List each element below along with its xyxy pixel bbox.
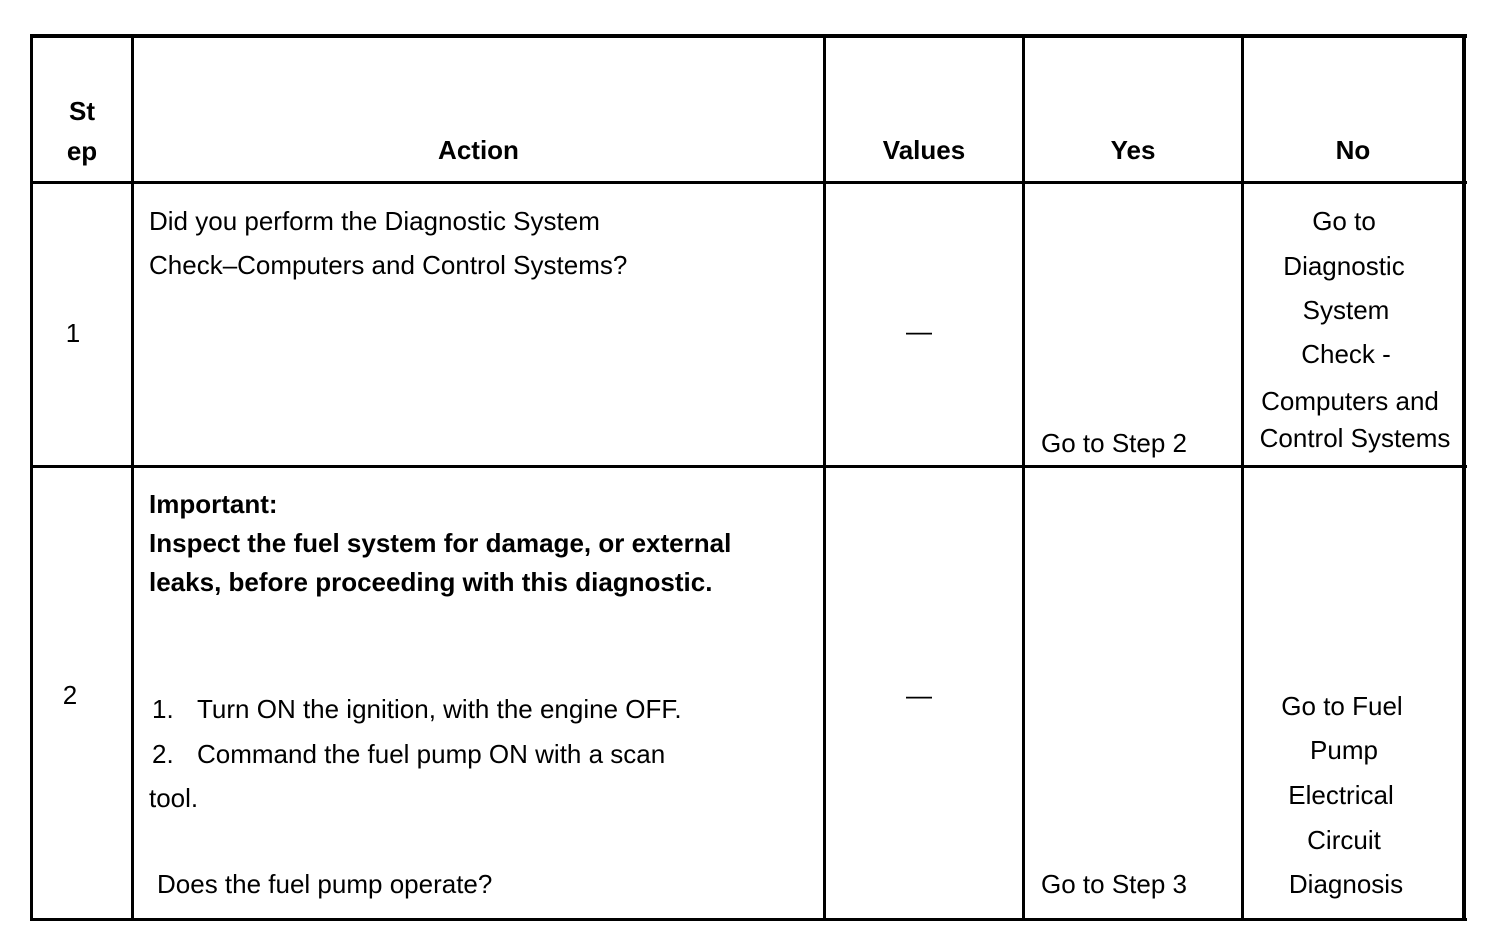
header-step-line2: ep bbox=[66, 136, 98, 166]
row-2-no-line5: Diagnosis bbox=[1288, 869, 1404, 899]
row-1-action-line1: Did you perform the Diagnostic System bbox=[149, 206, 600, 236]
header-row-divider bbox=[30, 181, 1467, 184]
row-2-step-2-number: 2. bbox=[152, 739, 174, 769]
column-divider-values bbox=[1022, 34, 1025, 921]
row-2-no-line3: Electrical bbox=[1288, 780, 1394, 810]
row-2-values: — bbox=[906, 680, 932, 710]
row-1-yes: Go to Step 2 bbox=[1041, 428, 1187, 458]
row-2-no-line1: Go to Fuel bbox=[1281, 691, 1403, 721]
row-2-step-1-text: Turn ON the ignition, with the engine OFF. bbox=[197, 694, 682, 724]
header-no: No bbox=[1335, 135, 1371, 165]
row-1-no-line4: Check - bbox=[1301, 339, 1391, 369]
row-2-no-line4: Circuit bbox=[1307, 825, 1381, 855]
column-divider-step bbox=[131, 34, 134, 921]
header-step-line1: St bbox=[69, 96, 95, 126]
table-border-bottom bbox=[30, 918, 1467, 921]
table-border-left bbox=[30, 34, 33, 921]
row-divider bbox=[30, 465, 1467, 468]
table-border-top bbox=[30, 34, 1467, 38]
row-1-no-line1: Go to bbox=[1312, 206, 1376, 236]
table-border-right bbox=[1462, 34, 1466, 921]
row-2-no-line2: Pump bbox=[1310, 735, 1378, 765]
row-1-action-line2: Check–Computers and Control Systems? bbox=[149, 250, 628, 280]
header-action: Action bbox=[438, 135, 519, 165]
row-2-step-2-text: Command the fuel pump ON with a scan bbox=[197, 739, 666, 769]
row-1-values: — bbox=[906, 316, 932, 346]
row-2-step-1-number: 1. bbox=[152, 694, 174, 724]
row-1-no-line6: Control Systems bbox=[1259, 423, 1451, 453]
row-2-important-line2: leaks, before proceeding with this diagnostic. bbox=[149, 567, 713, 597]
row-2-step-2-continuation: tool. bbox=[149, 783, 199, 813]
row-2-important-line1: Inspect the fuel system for damage, or external bbox=[149, 528, 732, 558]
row-2-question: Does the fuel pump operate? bbox=[157, 869, 493, 899]
row-2-important-label: Important: bbox=[149, 489, 278, 519]
row-2-yes: Go to Step 3 bbox=[1041, 869, 1187, 899]
column-divider-action bbox=[823, 34, 826, 921]
row-1-no-line2: Diagnostic bbox=[1283, 251, 1405, 281]
row-2-step: 2 bbox=[62, 680, 78, 710]
row-1-no-line5: Computers and bbox=[1261, 386, 1439, 416]
row-1-no-line3: System bbox=[1302, 295, 1390, 325]
row-1-step: 1 bbox=[65, 318, 81, 348]
header-values: Values bbox=[882, 135, 966, 165]
header-yes: Yes bbox=[1110, 135, 1156, 165]
